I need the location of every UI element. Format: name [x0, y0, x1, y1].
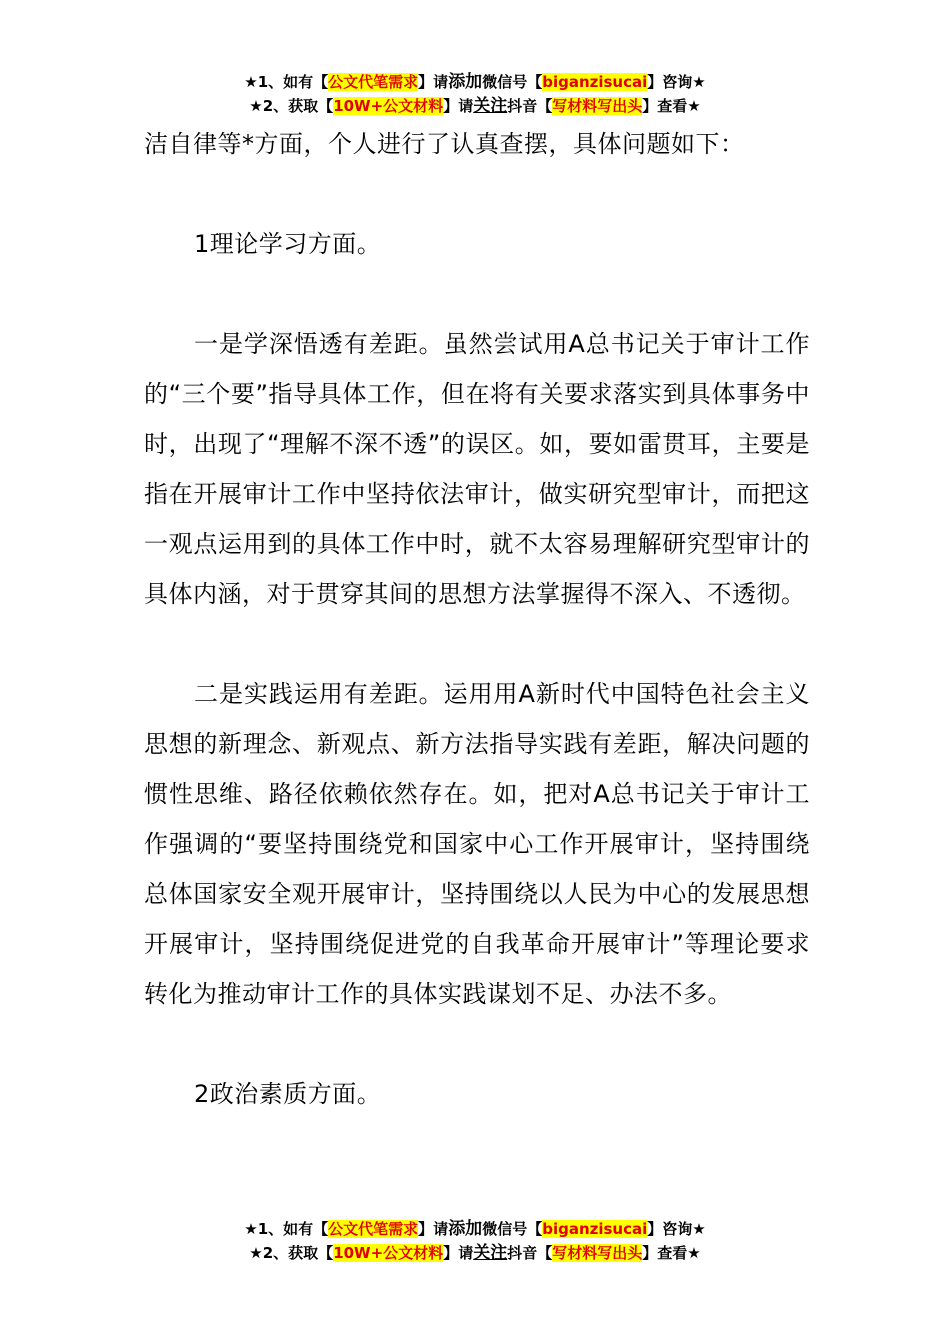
section-heading-theory: 1理论学习方面。 [194, 230, 382, 258]
header-highlight-douyin: 写材料写出头 [552, 97, 643, 115]
footer-line-2: ★2、获取【10W+公文材料】请关注抖音【写材料写出头】查看★ [249, 1243, 701, 1263]
header-line-1: ★1、如有【公文代笔需求】请添加微信号【biganzisucai】咨询★ [244, 72, 706, 92]
footer-highlight-service: 公文代笔需求 [328, 1220, 419, 1238]
paragraph-intro: 洁自律等*方面，个人进行了认真查摆，具体问题如下： [144, 130, 745, 158]
footer-highlight-douyin: 写材料写出头 [552, 1244, 643, 1262]
footer-banner [0, 1217, 950, 1265]
paragraph-practice-gap: 二是实践运用有差距。运用用A新时代中国特色社会主义思想的新理念、新观点、新方法指导实践有差距，解决问题的惯性思维、路径依赖依然存在。如，把对A总书记关于审计工作强调的“要坚持围绕党和国家中心工作开展审计，坚持围绕总体国家安全观开展审计，坚持围绕以人民为中心的发展思想开展审计，坚持围绕促进党的自我革命开展审计”等理论要求转化为推动审计工作的具体实践谋划不足、办法不多。 [144, 680, 810, 1008]
footer-highlight-materials: 10W+公文材料 [333, 1244, 444, 1262]
section-heading-political: 2政治素质方面。 [194, 1080, 382, 1108]
footer-line-1: ★1、如有【公文代笔需求】请添加微信号【biganzisucai】咨询★ [244, 1219, 706, 1239]
document-body [144, 119, 810, 1119]
header-highlight-materials: 10W+公文材料 [333, 97, 444, 115]
header-banner [0, 70, 950, 118]
footer-highlight-wechat: biganzisucai [542, 1220, 648, 1238]
header-highlight-wechat: biganzisucai [542, 73, 648, 91]
header-highlight-service: 公文代笔需求 [328, 73, 419, 91]
paragraph-study-gap: 一是学深悟透有差距。虽然尝试用A总书记关于审计工作的“三个要”指导具体工作，但在将有关要求落实到具体事务中时，出现了“理解不深不透”的误区。如，要如雷贯耳，主要是指在开展审计工作中坚持依法审计，做实研究型审计，而把这一观点运用到的具体工作中时，就不太容易理解研究型审计的具体内涵，对于贯穿其间的思想方法掌握得不深入、不透彻。 [144, 330, 810, 608]
header-line-2: ★2、获取【10W+公文材料】请关注抖音【写材料写出头】查看★ [249, 96, 701, 116]
